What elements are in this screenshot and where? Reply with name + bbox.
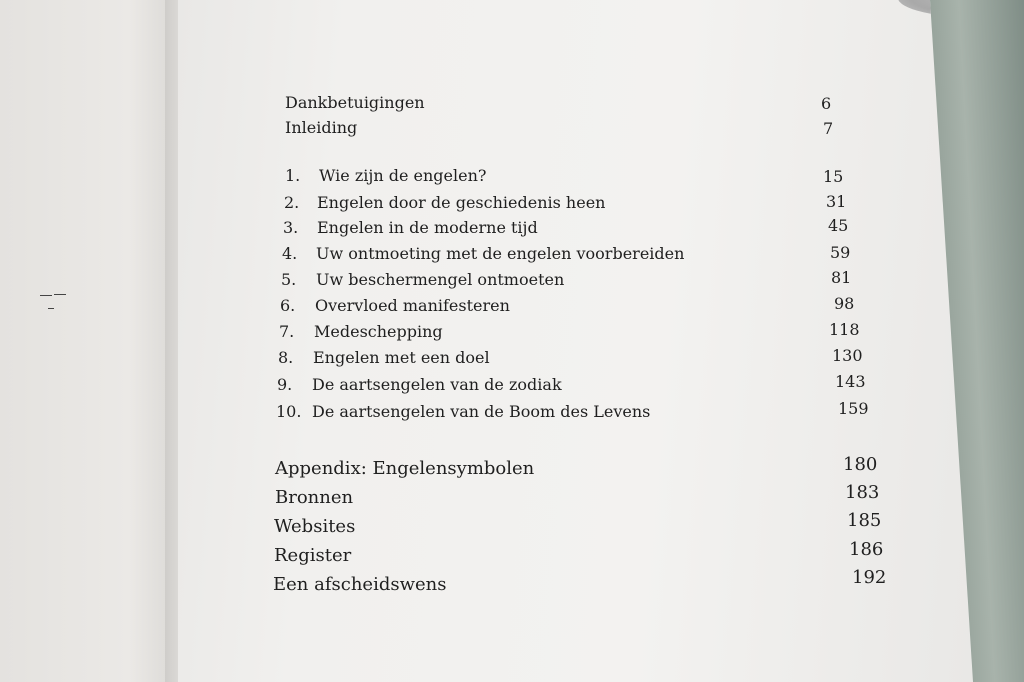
- chapter-title: Engelen met een doel: [313, 348, 490, 367]
- toc-entry: [274, 516, 355, 537]
- toc-entry-title: Appendix: Engelensymbolen: [275, 458, 535, 479]
- chapter-page: 98: [834, 294, 855, 313]
- chapter-title: Engelen door de geschiedenis heen: [317, 193, 606, 212]
- toc-entry-title: Register: [274, 545, 352, 566]
- chapter-page: 159: [838, 399, 869, 418]
- chapter-number: 4.: [282, 244, 298, 263]
- chapter-number: 10.: [276, 402, 302, 421]
- toc-entry-title: Bronnen: [275, 487, 354, 508]
- toc-entry: [273, 574, 446, 595]
- toc-entry-page: 185: [847, 510, 882, 531]
- toc-entry: [275, 458, 534, 479]
- chapter-page: 45: [828, 216, 849, 235]
- chapter-title: Uw beschermengel ontmoeten: [316, 270, 565, 289]
- toc-entry-page: 180: [843, 454, 878, 475]
- chapter-number: 5.: [281, 270, 297, 289]
- chapter-title: Overvloed manifesteren: [315, 296, 510, 315]
- toc-entry-page: 7: [823, 119, 834, 138]
- toc-entry-title: Een afscheidswens: [273, 574, 447, 595]
- chapter-number: 3.: [283, 218, 299, 237]
- chapter-title: Medeschepping: [314, 322, 443, 341]
- toc-entry: [285, 93, 425, 112]
- toc-entry-title: Dankbetuigingen: [285, 93, 425, 112]
- chapter-page: 59: [830, 243, 851, 262]
- chapter-page: 31: [826, 192, 847, 211]
- chapter-page: 81: [831, 268, 852, 287]
- toc-entry-page: 192: [852, 567, 887, 588]
- toc-entry-page: 186: [849, 539, 884, 560]
- chapter-title: De aartsengelen van de Boom des Levens: [312, 402, 651, 421]
- toc-entry-title: Websites: [274, 516, 356, 537]
- toc-entry: [285, 118, 357, 137]
- toc-entry: [274, 545, 351, 566]
- chapter-number: 7.: [279, 322, 295, 341]
- chapter-page: 143: [835, 372, 866, 391]
- toc-entry-title: Inleiding: [285, 118, 358, 137]
- toc-entry-page: 6: [821, 94, 832, 113]
- chapter-title: Uw ontmoeting met de engelen voorbereiden: [316, 244, 685, 263]
- chapter-title: Wie zijn de engelen?: [319, 166, 487, 185]
- chapter-title: Engelen in de moderne tijd: [317, 218, 538, 237]
- chapter-page: 118: [829, 320, 860, 339]
- chapter-number: 8.: [278, 348, 294, 367]
- chapter-number: 1.: [285, 166, 301, 185]
- chapter-page: 15: [823, 167, 844, 186]
- chapter-number: 2.: [284, 193, 300, 212]
- chapter-title: De aartsengelen van de zodiak: [312, 375, 562, 394]
- chapter-number: 9.: [277, 375, 293, 394]
- chapter-page: 130: [832, 346, 863, 365]
- chapter-number: 6.: [280, 296, 296, 315]
- toc-entry-page: 183: [845, 482, 880, 503]
- toc-entry: [275, 487, 353, 508]
